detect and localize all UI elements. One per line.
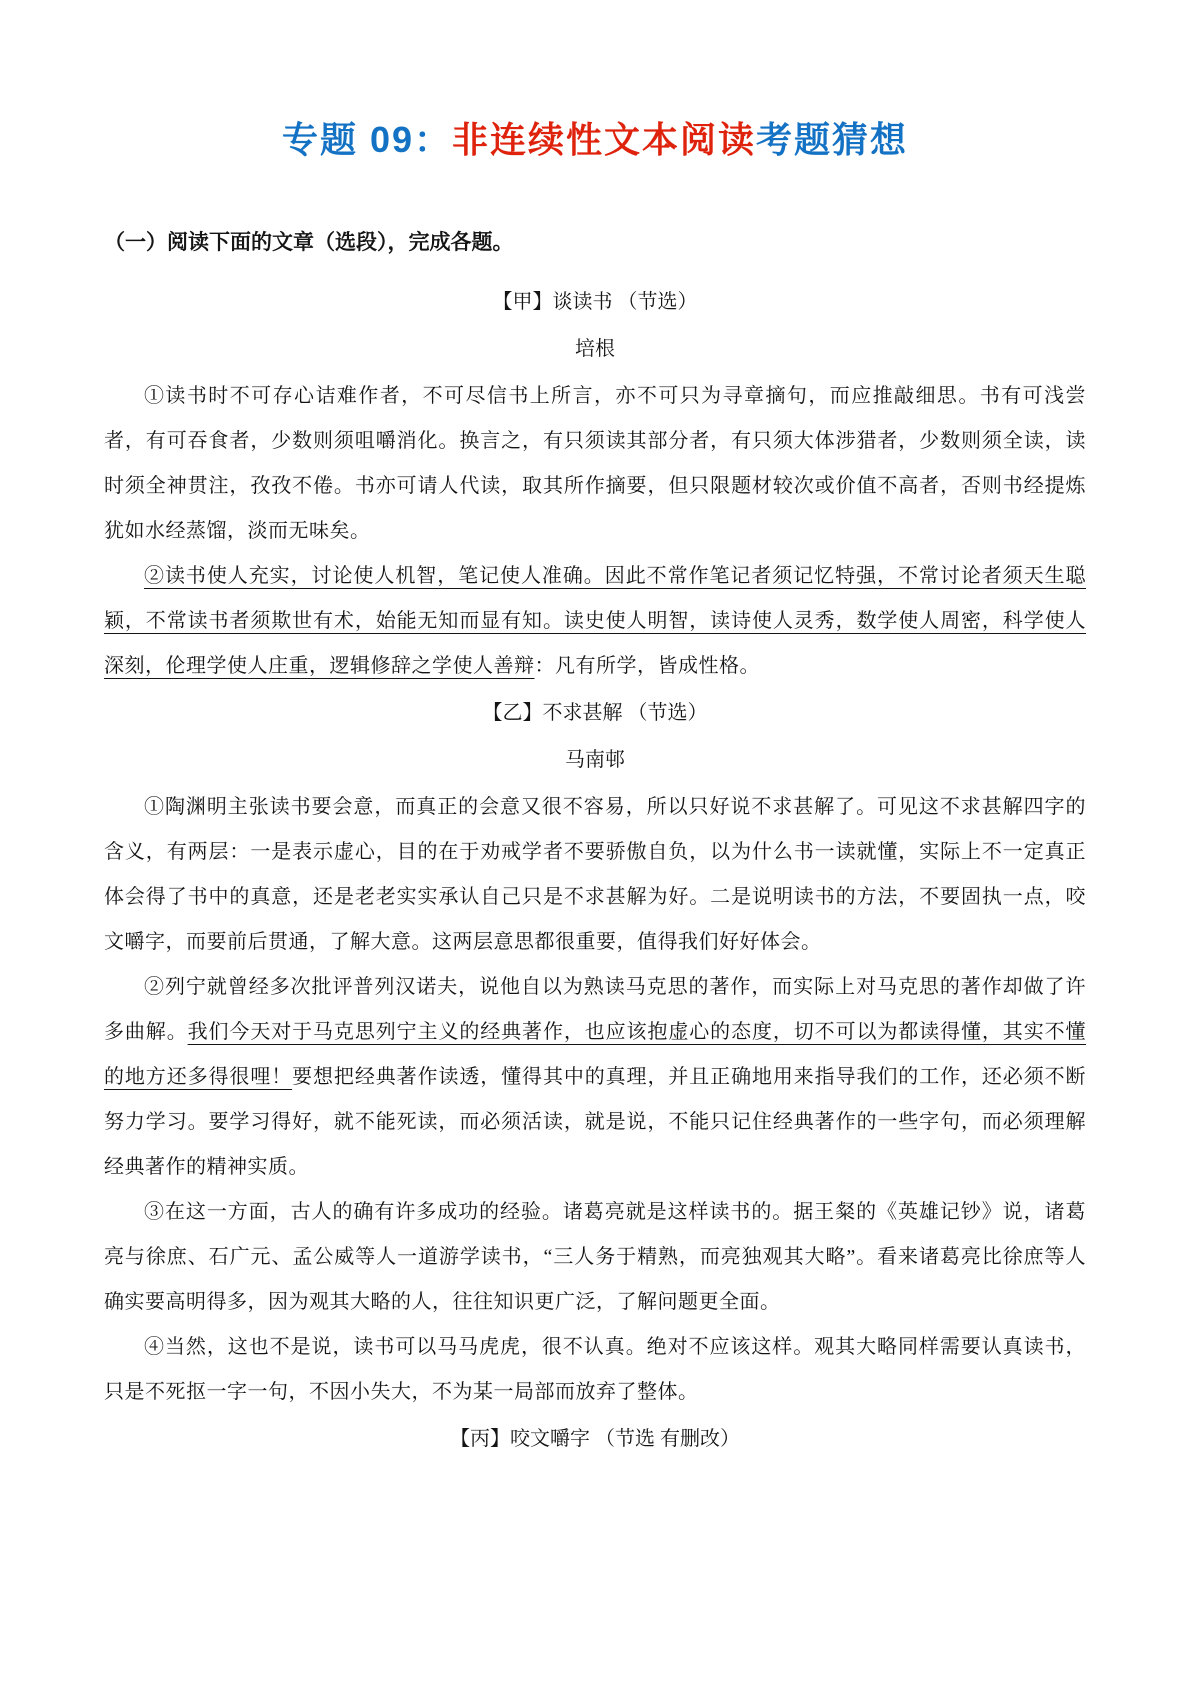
text-segment: ：凡有所学，皆成性格。	[534, 655, 760, 677]
passage	[104, 691, 1086, 1415]
passage-paragraph	[104, 1190, 1086, 1325]
passages	[104, 280, 1086, 1462]
passage-heading: 【甲】谈读书 （节选）	[492, 291, 698, 313]
underlined-text-segment: 我们今天对于马克思列宁主义的经典著作，也应该抱虚心的态度，切不可以为都读得懂，其实不懂的地方还多得很哩！	[104, 1021, 1087, 1088]
page-title	[104, 116, 1086, 164]
section-heading: （一）阅读下面的文章（选段），完成各题。	[104, 231, 514, 254]
text-segment: ③在这一方面，古人的确有许多成功的经验。诸葛亮就是这样读书的。据王粲的《英雄记钞》说，诸葛亮与徐庶、石广元、孟公威等人一道游学读书，“三人务于精熟，而亮独观其大略”。看来诸葛亮比徐庶等人确实要高明得多，因为观其大略的人，往往知识更广泛，了解问题更全面。	[104, 1201, 1086, 1313]
passage-paragraph	[104, 965, 1086, 1190]
passage	[104, 280, 1086, 689]
passage-author: 培根	[575, 338, 615, 360]
page-title-suffix: 考题猜想	[756, 119, 909, 160]
text-segment: 要想把经典著作读透，懂得其中的真理，并且正确地用来指导我们的工作，还必须不断努力学习。要学习得好，就不能死读，而必须活读，就是说，不能只记住经典著作的一些字句，而必须理解经典著作的精神实质。	[104, 1066, 1087, 1178]
passage	[104, 1417, 1086, 1462]
page-title-highlight: 非连续性文本阅读	[452, 119, 757, 160]
text-segment: ④当然，这也不是说，读书可以马马虎虎，很不认真。绝对不应该这样。观其大略同样需要认真读书，只是不死抠一字一句，不因小失大，不为某一局部而放弃了整体。	[104, 1336, 1086, 1403]
passage-heading: 【丙】咬文嚼字 （节选 有删改）	[450, 1428, 740, 1450]
text-segment: ①陶渊明主张读书要会意，而真正的会意又很不容易，所以只好说不求甚解了。可见这不求甚解四字的含义，有两层：一是表示虚心，目的在于劝戒学者不要骄傲自负，以为什么书一读就懂，实际上不一定真正体会得了书中的真意，还是老老实实承认自己只是不求甚解为好。二是说明读书的方法，不要固执一点，咬文嚼字，而要前后贯通，了解大意。这两层意思都很重要，值得我们好好体会。	[104, 796, 1086, 953]
passage-paragraph	[104, 374, 1086, 554]
passage-paragraph	[104, 554, 1086, 689]
underlined-text-segment: ②读书使人充实，讨论使人机智，笔记使人准确。因此不常作笔记者须记忆特强，不常讨论者须天生聪颖，不常读书者须欺世有术，始能无知而显有知。读史使人明智，读诗使人灵秀，数学使人周密，科学使人深刻，伦理学使人庄重，逻辑修辞之学使人善辩	[104, 565, 1086, 677]
text-segment: ①读书时不可存心诘难作者，不可尽信书上所言，亦不可只为寻章摘句，而应推敲细思。书有可浅尝者，有可吞食者，少数则须咀嚼消化。换言之，有只须读其部分者，有只须大体涉猎者，少数则须全读，读时须全神贯注，孜孜不倦。书亦可请人代读，取其所作摘要，但只限题材较次或价值不高者，否则书经提炼犹如水经蒸馏，淡而无味矣。	[104, 385, 1086, 542]
passage-paragraph	[104, 1325, 1086, 1415]
passage-author: 马南邨	[565, 749, 625, 771]
page-title-prefix: 专题 09：	[281, 119, 452, 160]
text-segment: ②列宁就曾经多次批评普列汉诺夫，说他自以为熟读马克思的著作，而实际上对马克思的著作却做了许多曲解。	[104, 976, 1086, 1043]
passage-paragraph	[104, 785, 1086, 965]
passage-heading: 【乙】不求甚解 （节选）	[482, 702, 708, 724]
